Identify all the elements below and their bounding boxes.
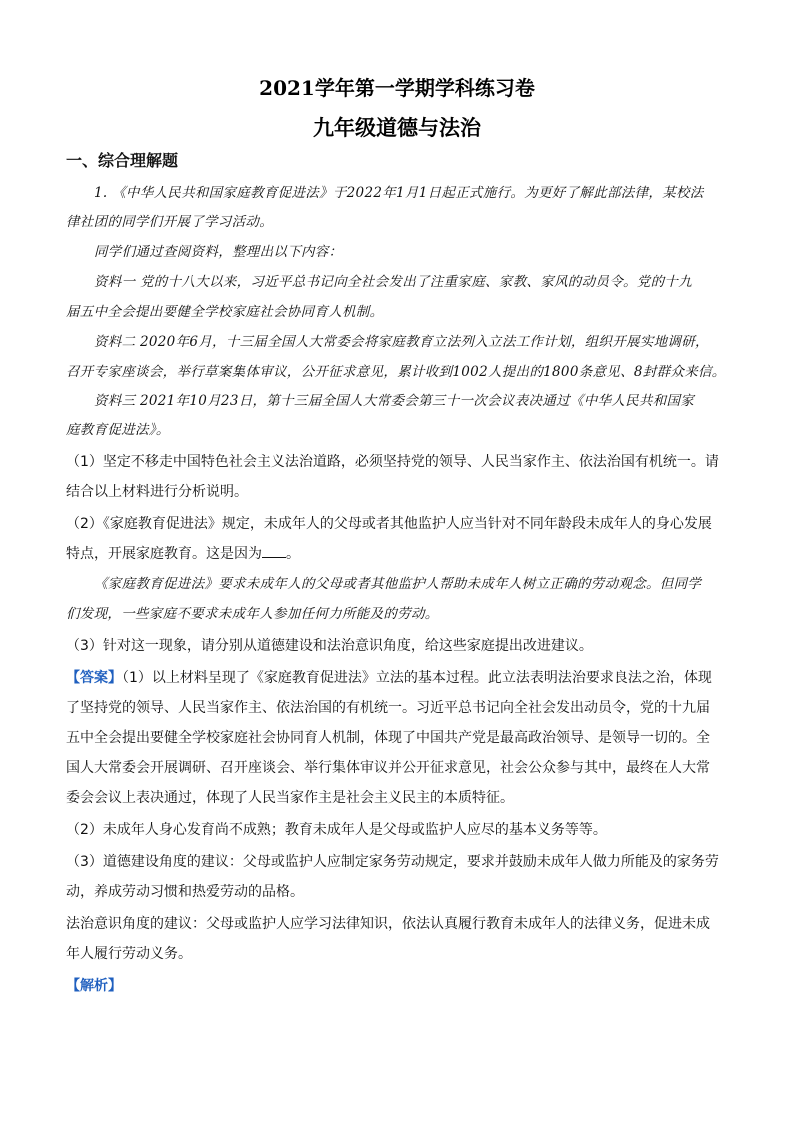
answer-3: 年人履行劳动义务。 [66,946,192,962]
page-title: 2021学年第一学期学科练习卷 [259,76,535,100]
material-three: 庭教育促进法》。 [66,422,170,438]
answer-3: （3）道德建设角度的建议：父母或监护人应制定家务劳动规定，要求并鼓励未成年人做力所能及的家务劳 [66,854,719,870]
material-three: 资料三 2021年10月23日，第十三届全国人大常委会第三十一次会议表决通过《中华人民共和国家 [94,393,695,409]
page-subtitle: 九年级道德与法治 [313,115,481,140]
material-one: 资料一 党的十八大以来，习近平总书记向全社会发出了注重家庭、家教、家风的动员令。党的十九 [94,274,692,290]
section-heading: 一、综合理解题 [66,151,179,170]
answer-2: （2）未成年人身心发育尚不成熟；教育未成年人是父母或监护人应尽的基本义务等等。 [66,822,607,838]
answer-1: 了坚持党的领导、人民当家作主、依法治国的有机统一。习近平总书记向全社会发出动员令，党的十九届 [66,700,710,716]
answer-3: 法治意识角度的建议：父母或监护人应学习法律知识，依法认真履行教育未成年人的法律义务，促进未成 [66,916,710,932]
answer-1 [66,668,712,688]
question-intro: 1. 《中华人民共和国家庭教育促进法》于2022年1月1日起正式施行。为更好了解此部法律，某校法 [94,185,704,201]
answer-tag: 【答案】 [66,670,122,686]
sub-question-3: （3）针对这一现象，请分别从道德建设和法治意识角度，给这些家庭提出改进建议。 [66,638,593,654]
material-two: 资料二 2020年6月，十三届全国人大常委会将家庭教育立法列入立法工作计划，组织开展实地调研， [94,334,709,350]
answer-3: 动，养成劳动习惯和热爱劳动的品格。 [66,884,304,900]
answer-1: 委会会议上表决通过，体现了人民当家作主是社会主义民主的本质特征。 [66,790,514,806]
answer-text: （1）以上材料呈现了《家庭教育促进法》立法的基本过程。此立法表明法治要求良法之治，体现 [122,670,712,686]
sub-question-3-material: 们发现，一些家庭不要求未成年人参加任何力所能及的劳动。 [66,606,439,622]
sub-question-2-text: 特点，开展家庭教育。这是因为 [66,546,262,562]
sub-question-1: 结合以上材料进行分析说明。 [66,484,248,500]
material-one: 届五中全会提出要健全学校家庭社会协同育人机制。 [66,304,384,320]
answer-1: 五中全会提出要健全学校家庭社会协同育人机制，体现了中国共产党是最高政治领导、是领导一切的。全 [66,730,710,746]
material-two: 召开专家座谈会，举行草案集体审议，公开征求意见，累计收到1002人提出的1800条意见、8封群众来信。 [66,364,726,380]
question-intro: 律社团的同学们开展了学习活动。 [66,214,273,230]
answer-blank [262,545,286,558]
sub-question-3-material: 《家庭教育促进法》要求未成年人的父母或者其他监护人帮助未成年人树立正确的劳动观念。但同学 [94,576,702,592]
sub-question-2-end: 。 [286,546,300,562]
sub-question-2: （2）《家庭教育促进法》规定，未成年人的父母或者其他监护人应当针对不同年龄段未成年人的身心发展 [66,516,712,532]
sub-question-2 [66,544,300,564]
analysis-tag: 【解析】 [66,978,122,994]
answer-1: 国人大常委会开展调研、召开座谈会、举行集体审议并公开征求意见，社会公众参与其中，最终在人大常 [66,760,710,776]
sub-question-1: （1）坚定不移走中国特色社会主义法治道路，必须坚持党的领导、人民当家作主、依法治国有机统一。请 [66,454,719,470]
question-intro: 同学们通过查阅资料，整理出以下内容： [94,244,343,260]
